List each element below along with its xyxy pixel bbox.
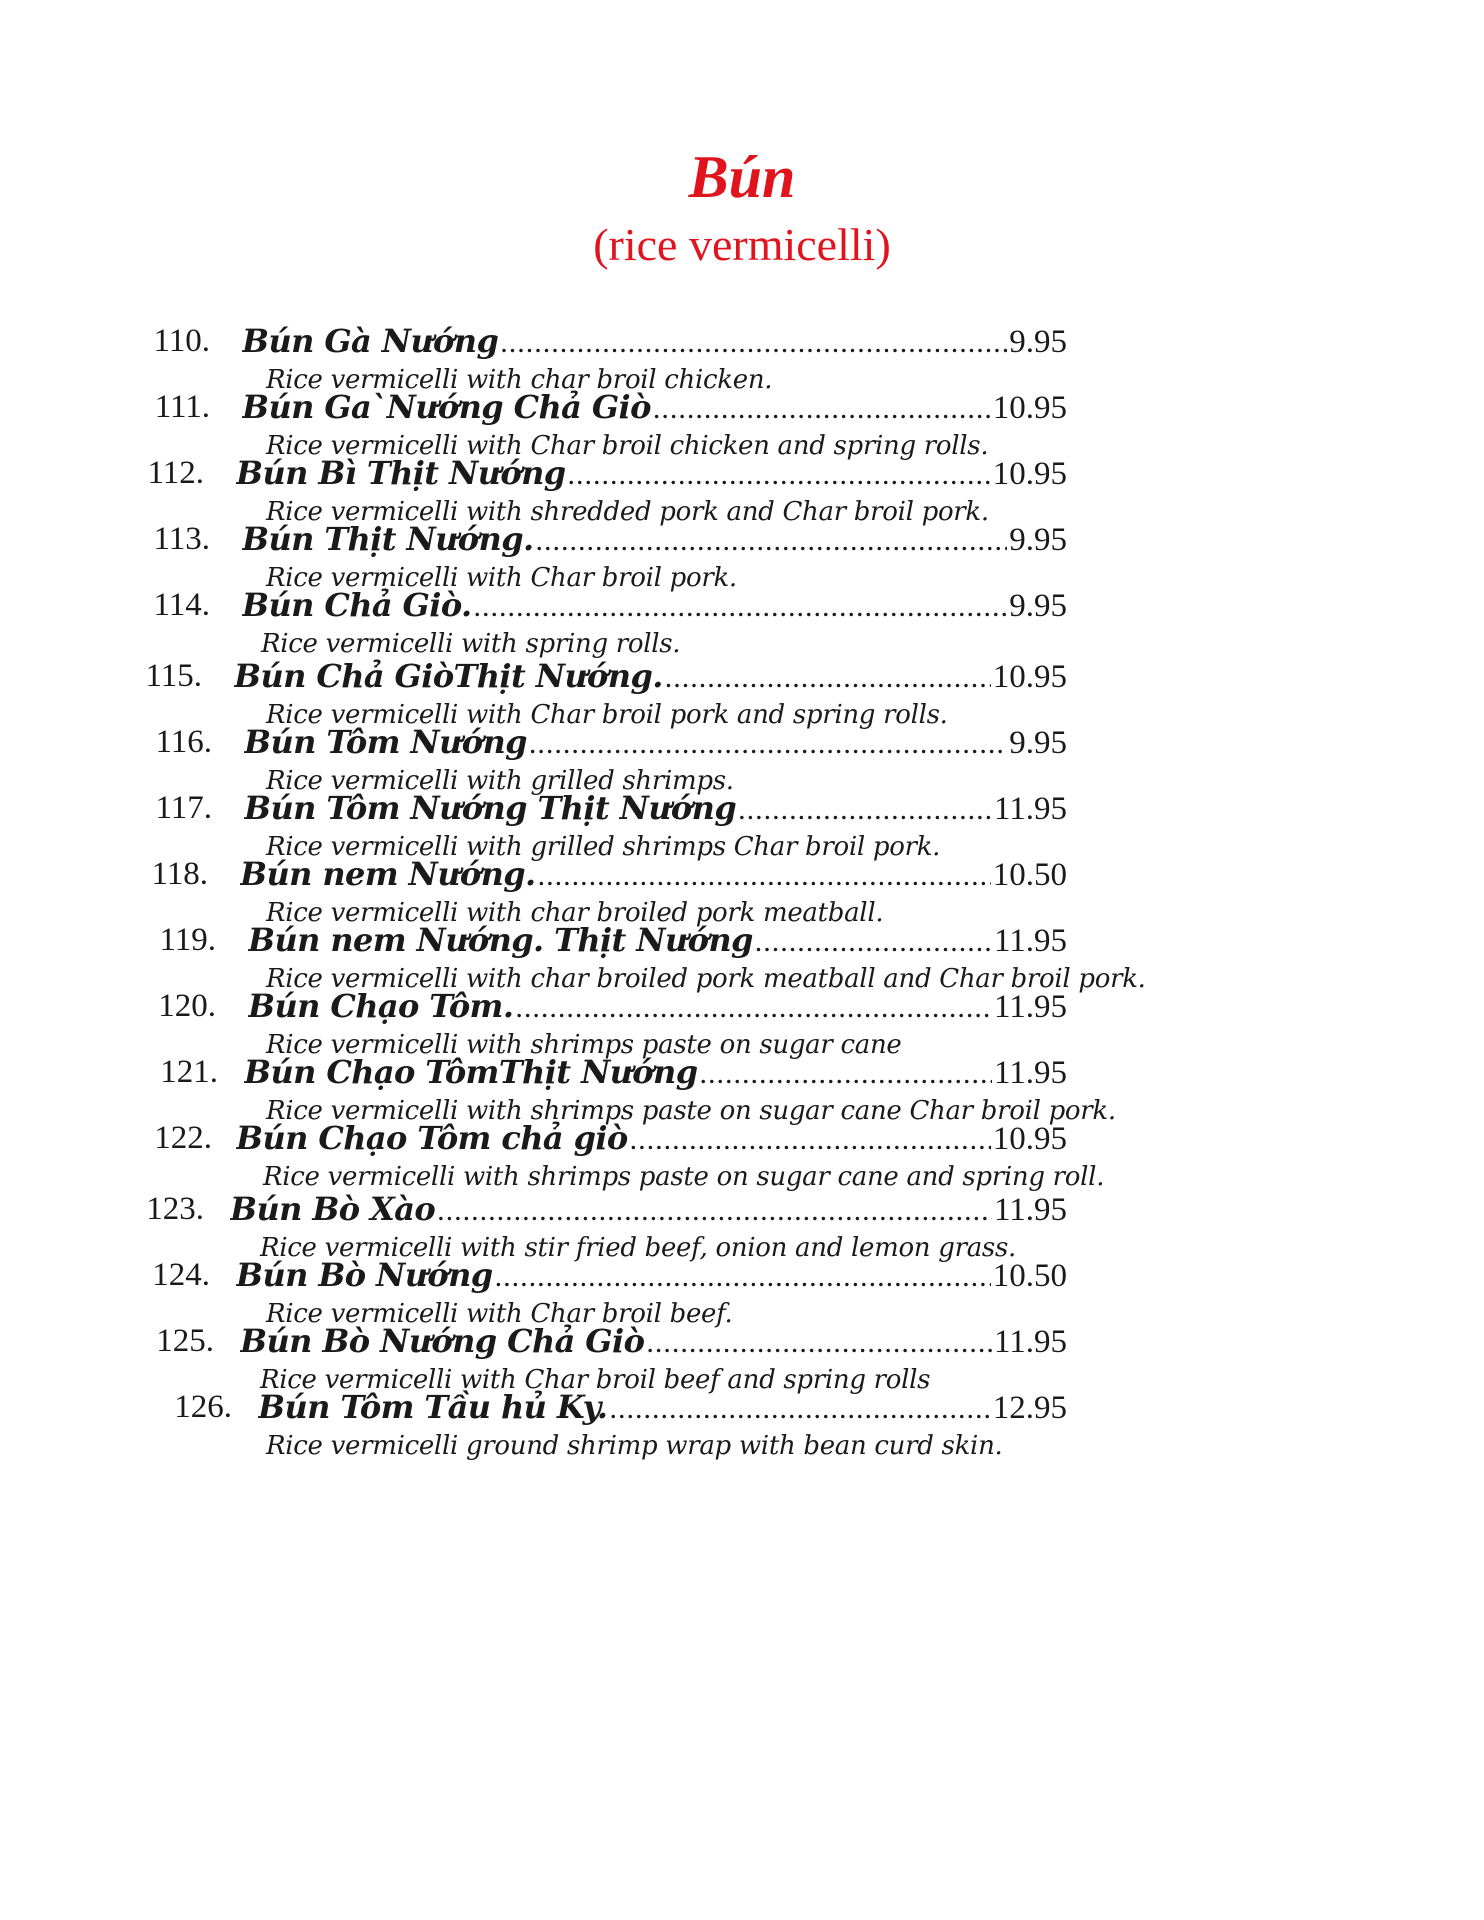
item-number: 112. [147, 455, 204, 491]
item-name-row [244, 1049, 1067, 1097]
item-name: Bún Tôm Nướng Thịt Nướng [244, 789, 737, 827]
dot-leader [651, 386, 991, 432]
item-name-row [242, 384, 1067, 432]
menu-item-line [0, 1115, 1484, 1161]
item-name: Bún Bò Nướng Chả Giò [240, 1322, 645, 1360]
section-title: Bún [688, 144, 796, 210]
item-price: 10.50 [992, 1258, 1067, 1294]
menu-item-line [0, 1318, 1484, 1364]
item-number: 123. [146, 1191, 204, 1227]
dot-leader [435, 1188, 992, 1234]
item-name: Bún Thịt Nướng. [242, 520, 534, 558]
item-name-row [234, 653, 1067, 701]
item-number: 114. [153, 587, 210, 623]
dot-leader [644, 1320, 992, 1366]
menu-item-line [0, 1384, 1484, 1430]
dot-leader [663, 655, 991, 701]
menu-item-line [0, 785, 1484, 831]
item-number: 118. [151, 856, 208, 892]
dot-leader [566, 452, 991, 498]
dot-leader [534, 518, 1008, 564]
item-name-row [242, 582, 1067, 630]
dot-leader [628, 1117, 991, 1163]
dot-leader [697, 1051, 991, 1097]
dot-leader [607, 1386, 990, 1432]
item-price: 10.95 [992, 390, 1067, 426]
item-name-row [258, 1384, 1067, 1432]
item-price: 11.95 [993, 1055, 1067, 1091]
item-price: 11.95 [993, 989, 1067, 1025]
dot-leader [736, 787, 992, 833]
item-name: Bún nem Nướng. Thịt Nướng [248, 921, 753, 959]
item-name-row [230, 1186, 1067, 1234]
dot-leader [513, 985, 992, 1031]
item-description: Rice vermicelli with Char broil pork and spring rolls. [266, 700, 948, 730]
item-name: Bún Tôm Tầu hủ Ky. [258, 1388, 608, 1426]
item-name-row [236, 1252, 1067, 1300]
item-description: Rice vermicelli with Char broil beef. [266, 1299, 733, 1329]
item-number: 124. [152, 1257, 210, 1293]
menu-item [0, 1384, 1484, 1464]
item-description: Rice vermicelli with shredded pork and Char broil pork. [266, 497, 989, 527]
menu-item [0, 582, 1484, 662]
item-name-row [244, 719, 1067, 767]
menu-item-line [0, 516, 1484, 562]
dot-leader [472, 584, 1008, 630]
item-price: 9.95 [1009, 725, 1067, 761]
item-price: 10.95 [992, 659, 1067, 695]
dot-leader [493, 1254, 991, 1300]
menu-item-line [0, 1049, 1484, 1095]
item-number: 117. [155, 790, 212, 826]
item-price: 11.95 [993, 923, 1067, 959]
menu-item-line [0, 917, 1484, 963]
item-name-row [240, 851, 1067, 899]
item-name: Bún Ga`Nướng Chả Giò [242, 388, 651, 426]
item-price: 10.50 [992, 857, 1067, 893]
menu-item-line [0, 384, 1484, 430]
item-name: Bún nem Nướng. [240, 855, 536, 893]
item-price: 11.95 [993, 1192, 1067, 1228]
item-number: 122. [154, 1120, 212, 1156]
item-price: 11.95 [993, 791, 1067, 827]
menu-item-line [0, 1186, 1484, 1232]
section-subtitle: (rice vermicelli) [593, 219, 891, 270]
item-name: Bún Bì Thịt Nướng [236, 454, 566, 492]
item-number: 119. [159, 922, 216, 958]
menu-item-line [0, 851, 1484, 897]
menu-item-line [0, 1252, 1484, 1298]
item-number: 116. [155, 724, 212, 760]
item-description: Rice vermicelli with stir fried beef, onion and lemon grass. [260, 1233, 1016, 1263]
item-description: Rice vermicelli with shrimps paste on sugar cane and spring roll. [263, 1162, 1105, 1192]
item-description: Rice vermicelli with shrimps paste on sugar cane [266, 1030, 902, 1060]
item-name-row [248, 983, 1067, 1031]
item-number: 125. [156, 1323, 214, 1359]
item-description: Rice vermicelli with spring rolls. [261, 629, 681, 659]
item-number: 111. [154, 389, 210, 425]
item-name: Bún Bò Nướng [236, 1256, 493, 1294]
item-name-row [244, 785, 1067, 833]
item-name: Bún Tôm Nướng [244, 723, 527, 761]
item-name-row [240, 1318, 1067, 1366]
item-name: Bún Chạo TômThịt Nướng [244, 1053, 698, 1091]
item-price: 12.95 [992, 1390, 1067, 1426]
item-name: Bún Chả GiòThịt Nướng. [234, 657, 663, 695]
item-name-row [236, 1115, 1067, 1163]
item-number: 121. [160, 1054, 218, 1090]
item-description: Rice vermicelli with Char broil pork. [266, 563, 737, 593]
item-number: 126. [174, 1389, 232, 1425]
menu-item [0, 1115, 1484, 1195]
item-price: 9.95 [1009, 324, 1067, 360]
item-price: 11.95 [993, 1324, 1067, 1360]
dot-leader [498, 320, 1007, 366]
item-description: Rice vermicelli with char broiled pork meatball. [266, 898, 884, 928]
item-description: Rice vermicelli with Char broil beef and spring rolls [260, 1365, 931, 1395]
item-description: Rice vermicelli with char broiled pork meatball and Char broil pork. [266, 964, 1146, 994]
item-name: Bún Chạo Tôm chả giò [236, 1119, 628, 1157]
item-price: 10.95 [992, 456, 1067, 492]
item-description: Rice vermicelli with char broil chicken. [266, 365, 773, 395]
item-name-row [236, 450, 1067, 498]
item-name-row [242, 516, 1067, 564]
dot-leader [536, 853, 991, 899]
item-number: 115. [145, 658, 202, 694]
item-description: Rice vermicelli with grilled shrimps. [266, 766, 734, 796]
menu-item-line [0, 450, 1484, 496]
item-number: 120. [158, 988, 216, 1024]
item-name: Bún Bò Xào [230, 1190, 436, 1228]
menu-item-line [0, 318, 1484, 364]
menu-item-line [0, 653, 1484, 699]
item-number: 113. [153, 521, 210, 557]
item-description: Rice vermicelli ground shrimp wrap with bean curd skin. [266, 1431, 1003, 1461]
item-description: Rice vermicelli with shrimps paste on sugar cane Char broil pork. [266, 1096, 1116, 1126]
menu-item-line [0, 983, 1484, 1029]
dot-leader [753, 919, 992, 965]
menu-item-line [0, 719, 1484, 765]
item-name-row [242, 318, 1067, 366]
item-name: Bún Chả Giò. [242, 586, 472, 624]
item-number: 110. [153, 323, 210, 359]
item-description: Rice vermicelli with Char broil chicken and spring rolls. [266, 431, 989, 461]
menu-item-line [0, 582, 1484, 628]
item-name: Bún Chạo Tôm. [248, 987, 514, 1025]
item-name: Bún Gà Nướng [242, 322, 499, 360]
item-description: Rice vermicelli with grilled shrimps Char broil pork. [266, 832, 941, 862]
dot-leader [527, 721, 1007, 767]
item-price: 10.95 [992, 1121, 1067, 1157]
item-price: 9.95 [1009, 588, 1067, 624]
item-name-row [248, 917, 1067, 965]
item-price: 9.95 [1009, 522, 1067, 558]
